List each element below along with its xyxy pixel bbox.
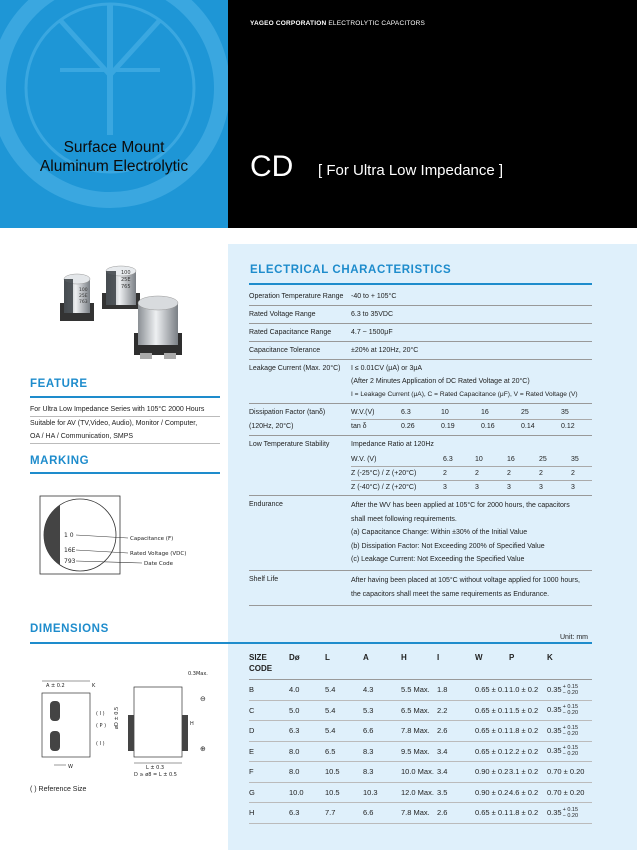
dissipation-cell: 0.19 [441, 423, 455, 430]
table-cell-k [547, 807, 592, 819]
lowtemp-cell: 16 [507, 456, 515, 463]
dissipation-cell: 0.26 [401, 423, 415, 430]
table-cell: 12.0 Max. [401, 787, 434, 797]
lowtemp-cell: 2 [571, 470, 575, 477]
unit-label: Unit: mm [560, 634, 588, 641]
table-cell: 6.3 [289, 726, 300, 736]
lowtemp-cell: W.V. (V) [351, 456, 377, 463]
lowtemp-row-40 [351, 481, 592, 495]
electrical-table [249, 288, 592, 606]
table-cell: 2.2 [437, 705, 448, 715]
endurance-line: After the WV has been applied at 105°C for 2000 hours, the capacitors [351, 502, 570, 509]
series-subtitle: [ For Ultra Low Impedance ] [318, 162, 504, 179]
elec-value [351, 404, 592, 435]
dim-header-a: A [363, 653, 369, 662]
feature-heading: FEATURE [30, 378, 88, 390]
feature-list [30, 403, 220, 444]
lowtemp-cell: 3 [539, 484, 543, 491]
series-code: CD [250, 150, 294, 183]
table-cell: 5.4 [325, 705, 336, 715]
marking-divider [30, 472, 220, 474]
cap1-mark-1: 100 [79, 288, 88, 293]
lowtemp-cell: 3 [475, 484, 479, 491]
elec-value [351, 571, 592, 605]
leakage-note: (After 2 Minutes Application of DC Rated Voltage at 20°C) [351, 378, 530, 385]
table-cell: 5.4 [325, 685, 336, 695]
endurance-line: (a) Capacitance Change: Within ±30% of the Initial Value [351, 529, 528, 536]
impedance-title: Impedance Ratio at 120Hz [351, 441, 434, 448]
elec-label: Operation Temperature Range [249, 293, 344, 300]
dimensions-header-row [249, 652, 592, 680]
table-cell: 10.3 [363, 787, 378, 797]
elec-value: -40 to + 105°C [351, 293, 397, 300]
dim-k-label: K [92, 683, 96, 689]
elec-row-dissipation [249, 404, 592, 436]
dim-a-label: A ± 0.2 [46, 683, 65, 689]
k-tolerance-plus: + 0.15 [562, 683, 579, 690]
product-category: ELECTROLYTIC CAPACITORS [328, 20, 426, 27]
elec-row-capacitance [249, 324, 592, 342]
k-value: 0.35 [547, 705, 562, 715]
dissipation-cell: W.V.(V) [351, 409, 375, 416]
elec-row-tolerance [249, 342, 592, 360]
table-cell: 8.3 [363, 767, 374, 777]
lowtemp-cell: 3 [571, 484, 575, 491]
elec-value: ±20% at 120Hz, 20°C [351, 347, 419, 354]
k-value: 0.35 [547, 725, 562, 735]
shelf-line: After having been placed at 105°C without voltage applied for 1000 hours, [351, 576, 580, 584]
cap2-mark-1: 100 [121, 270, 131, 276]
lowtemp-row-25 [351, 467, 592, 481]
dim-header-k: K [547, 653, 553, 662]
table-cell: 2.6 [437, 808, 448, 818]
cap1-mark-3: 763 [79, 300, 88, 305]
table-cell: 9.5 Max. [401, 746, 430, 756]
dim-l-label: L ± 0.3 [146, 765, 165, 771]
series-title-line1: Surface Mount [63, 139, 165, 156]
table-cell: 0.65 ± 0.1 [475, 705, 509, 715]
table-cell: 2.6 [437, 726, 448, 736]
elec-label: Endurance [249, 501, 283, 508]
table-cell: 5.0 [289, 705, 300, 715]
lowtemp-cell: 35 [571, 456, 579, 463]
dimensions-divider [30, 642, 592, 644]
k-tolerance [563, 704, 578, 716]
elec-row-temp [249, 288, 592, 306]
lowtemp-cell: 2 [539, 470, 543, 477]
table-cell: 4.3 [363, 685, 374, 695]
elec-row-voltage [249, 306, 592, 324]
table-cell: 8.3 [363, 746, 374, 756]
dissipation-cell: 0.16 [481, 423, 495, 430]
table-row [249, 783, 592, 804]
dissipation-cell: tan δ [351, 423, 367, 430]
endurance-line: (b) Dissipation Factor: Not Exceeding 200% of Specified Value [351, 542, 545, 550]
table-cell: F [249, 767, 254, 777]
dim-header-h: H [401, 653, 407, 662]
table-cell: 5.5 Max. [401, 685, 430, 695]
table-cell: H [249, 808, 255, 818]
electrical-divider [249, 283, 592, 285]
dissipation-condition: (120Hz, 20°C) [249, 423, 294, 430]
table-cell: 4.6 ± 0.2 [509, 787, 539, 797]
lowtemp-cell: 6.3 [443, 456, 453, 463]
table-cell: 10.0 [289, 787, 304, 797]
lowtemp-cell: 2 [475, 470, 479, 477]
k-value: 0.70 ± 0.20 [547, 787, 585, 797]
dim-i-label-lower: ( I ) [96, 741, 105, 747]
table-cell: 3.4 [437, 746, 448, 756]
table-cell: 0.90 ± 0.2 [475, 767, 509, 777]
table-cell: B [249, 685, 255, 695]
elec-row-leakage [249, 360, 592, 404]
dimensions-body [249, 680, 592, 824]
table-cell: 3.5 [437, 787, 448, 797]
shelf-line: the capacitors shall meet the same requirements as Endurance. [351, 590, 550, 598]
dim-p-label: ( P ) [96, 723, 107, 729]
feature-divider [30, 396, 220, 398]
k-value: 0.35 [547, 807, 562, 817]
dissipation-cell: 35 [561, 409, 569, 416]
lowtemp-cell: Z (-40°C) / Z (+20°C) [351, 484, 417, 491]
table-row [249, 742, 592, 763]
cap2-mark-3: 765 [121, 284, 131, 290]
table-cell: 6.6 [363, 808, 374, 818]
yageo-logo-icon [0, 0, 228, 228]
dimension-drawing [28, 665, 218, 780]
elec-label: Low Temperature Stability [249, 441, 330, 448]
marking-capacitance-code: 1 0 [64, 532, 74, 539]
company-line [250, 20, 425, 27]
table-cell: 0.65 ± 0.1 [475, 685, 509, 695]
elec-label [249, 404, 351, 435]
table-row [249, 721, 592, 742]
company-name: YAGEO CORPORATION [250, 20, 327, 27]
lowtemp-cell: 2 [507, 470, 511, 477]
table-cell: 0.65 ± 0.1 [475, 746, 509, 756]
table-cell: 0.65 ± 0.1 [475, 726, 509, 736]
table-cell: 10.5 [325, 767, 340, 777]
elec-row-low-temp [249, 436, 592, 496]
k-tolerance-plus: + 0.15 [562, 704, 579, 711]
dim-header-p: P [509, 653, 515, 662]
table-cell: 6.5 Max. [401, 705, 430, 715]
k-tolerance [563, 745, 578, 757]
k-value: 0.35 [547, 746, 562, 756]
elec-label: Rated Capacitance Range [249, 329, 332, 336]
elec-value [351, 360, 592, 403]
marking-date-code: 793 [64, 558, 76, 565]
table-cell: 10.0 Max. [401, 767, 434, 777]
cap1-mark-2: 25E [79, 294, 88, 299]
k-tolerance-minus: − 0.20 [562, 710, 579, 717]
k-tolerance [563, 725, 578, 737]
dimensions-heading: DIMENSIONS [30, 623, 109, 635]
table-cell-k [547, 788, 592, 797]
k-tolerance-plus: + 0.15 [562, 745, 579, 752]
lowtemp-row-wv [351, 453, 592, 467]
table-cell: 5.4 [325, 726, 336, 736]
table-cell: 0.65 ± 0.1 [475, 808, 509, 818]
leakage-formula: I ≤ 0.01CV (μA) or 3μA [351, 365, 423, 372]
elec-label: Rated Voltage Range [249, 311, 316, 318]
table-row [249, 701, 592, 722]
dim-header-l: L [325, 653, 330, 662]
k-tolerance-minus: − 0.20 [562, 689, 579, 696]
dim-header-d: Dø [289, 653, 300, 662]
marking-diagram [30, 492, 220, 582]
dim-header-size: SIZE CODE [249, 653, 273, 673]
table-row [249, 803, 592, 824]
table-cell: 6.5 [325, 746, 336, 756]
dissipation-cell: 10 [441, 409, 449, 416]
table-cell: 8.0 [289, 767, 300, 777]
table-cell: 1.8 ± 0.2 [509, 726, 539, 736]
elec-value: 6.3 to 35VDC [351, 311, 394, 318]
elec-value [351, 436, 592, 495]
feature-line-3: OA / HA / Communication, SMPS [30, 430, 220, 444]
k-value: 0.35 [547, 684, 562, 694]
dim-w-label: W [68, 764, 73, 770]
k-tolerance-minus: − 0.20 [562, 812, 579, 819]
series-title [0, 138, 228, 176]
reference-size-note: ( ) Reference Size [30, 786, 87, 793]
table-cell: 8.0 [289, 746, 300, 756]
elec-value [351, 496, 592, 570]
k-tolerance-plus: + 0.15 [562, 724, 579, 731]
table-cell: 7.8 Max. [401, 808, 430, 818]
table-cell-k [547, 725, 592, 737]
capacitor-photo [52, 265, 192, 365]
feature-line-1: For Ultra Low Impedance Series with 105°C 2000 Hours [30, 403, 220, 417]
dissipation-header-row [351, 406, 592, 420]
dissipation-cell: 0.14 [521, 423, 535, 430]
dim-header-w: W [475, 653, 483, 662]
table-cell: 0.90 ± 0.2 [475, 787, 509, 797]
elec-label: Capacitance Tolerance [249, 347, 321, 354]
marking-label-voltage: Rated Voltage (VDC) [130, 551, 187, 557]
cap2-mark-2: 25E [121, 277, 131, 283]
dissipation-value-row [351, 420, 592, 434]
table-cell-k [547, 745, 592, 757]
dim-h-label: H [190, 721, 194, 727]
plus-terminal-icon: ⊕ [200, 745, 206, 753]
dim-max-label: 0.3Max. [188, 671, 208, 677]
elec-label: Leakage Current (Max. 20°C) [249, 365, 341, 372]
dim-note-label: D ≥ ø8 = L ± 0.5 [134, 772, 177, 778]
marking-heading: MARKING [30, 455, 90, 467]
table-cell: 2.2 ± 0.2 [509, 746, 539, 756]
elec-row-shelf [249, 571, 592, 606]
lowtemp-cell: 2 [443, 470, 447, 477]
endurance-line: shall meet following requirements. [351, 515, 457, 523]
marking-voltage-code: 16E [64, 547, 76, 554]
k-tolerance-plus: + 0.15 [562, 806, 579, 813]
k-tolerance [563, 684, 578, 696]
table-cell: 6.3 [289, 808, 300, 818]
lowtemp-cell: 10 [475, 456, 483, 463]
table-cell: 6.6 [363, 726, 374, 736]
table-cell: 10.5 [325, 787, 340, 797]
table-cell: G [249, 787, 255, 797]
table-cell-k [547, 704, 592, 716]
dissipation-label: Dissipation Factor (tanδ) [249, 409, 326, 416]
elec-label: Shelf Life [249, 575, 279, 583]
table-cell-k [547, 767, 592, 776]
table-cell: 3.4 [437, 767, 448, 777]
table-cell: 3.1 ± 0.2 [509, 767, 539, 777]
table-cell: 7.7 [325, 808, 336, 818]
lowtemp-cell: 3 [443, 484, 447, 491]
elec-value: 4.7 ~ 1500μF [351, 329, 393, 336]
k-tolerance-minus: − 0.20 [562, 730, 579, 737]
marking-label-date: Date Code [144, 561, 173, 567]
table-cell: 7.8 Max. [401, 726, 430, 736]
lowtemp-cell: 3 [507, 484, 511, 491]
table-cell: D [249, 726, 255, 736]
table-row [249, 680, 592, 701]
dim-header-i: I [437, 653, 440, 662]
k-value: 0.70 ± 0.20 [547, 767, 585, 777]
elec-row-endurance [249, 496, 592, 571]
dissipation-cell: 25 [521, 409, 529, 416]
dissipation-cell: 6.3 [401, 409, 411, 416]
table-cell: 1.0 ± 0.2 [509, 685, 539, 695]
dimensions-table [249, 652, 592, 824]
lowtemp-cell: 25 [539, 456, 547, 463]
k-tolerance [563, 807, 578, 819]
table-cell-k [547, 684, 592, 696]
marking-label-capacitance: Capacitance (F) [130, 536, 174, 542]
table-cell: C [249, 705, 255, 715]
table-cell: 4.0 [289, 685, 300, 695]
series-title-line2: Aluminum Electrolytic [39, 158, 189, 175]
dim-i-label-upper: ( I ) [96, 711, 105, 717]
table-cell: 1.8 ± 0.2 [509, 808, 539, 818]
table-cell: E [249, 746, 255, 756]
leakage-legend: I = Leakage Current (μA), C = Rated Capacitance (μF), V = Rated Voltage (V) [351, 391, 578, 398]
lowtemp-cell: Z (-25°C) / Z (+20°C) [351, 470, 417, 477]
feature-line-2: Suitable for AV (TV,Video, Audio), Monitor / Computer, [30, 420, 198, 427]
endurance-line: (c) Leakage Current: Not Exceeding the Specified Value [351, 556, 525, 563]
table-row [249, 762, 592, 783]
electrical-heading: ELECTRICAL CHARACTERISTICS [250, 264, 452, 276]
header-brand-panel [0, 0, 228, 228]
dissipation-cell: 16 [481, 409, 489, 416]
dissipation-cell: 0.12 [561, 423, 575, 430]
table-cell: 5.3 [363, 705, 374, 715]
table-cell: 1.8 [437, 685, 448, 695]
k-tolerance-minus: − 0.20 [562, 751, 579, 758]
minus-terminal-icon: ⊖ [200, 695, 206, 703]
header-series-panel [228, 0, 637, 228]
dim-d-label: øD ± 0.5 [114, 706, 120, 729]
table-cell: 1.5 ± 0.2 [509, 705, 539, 715]
